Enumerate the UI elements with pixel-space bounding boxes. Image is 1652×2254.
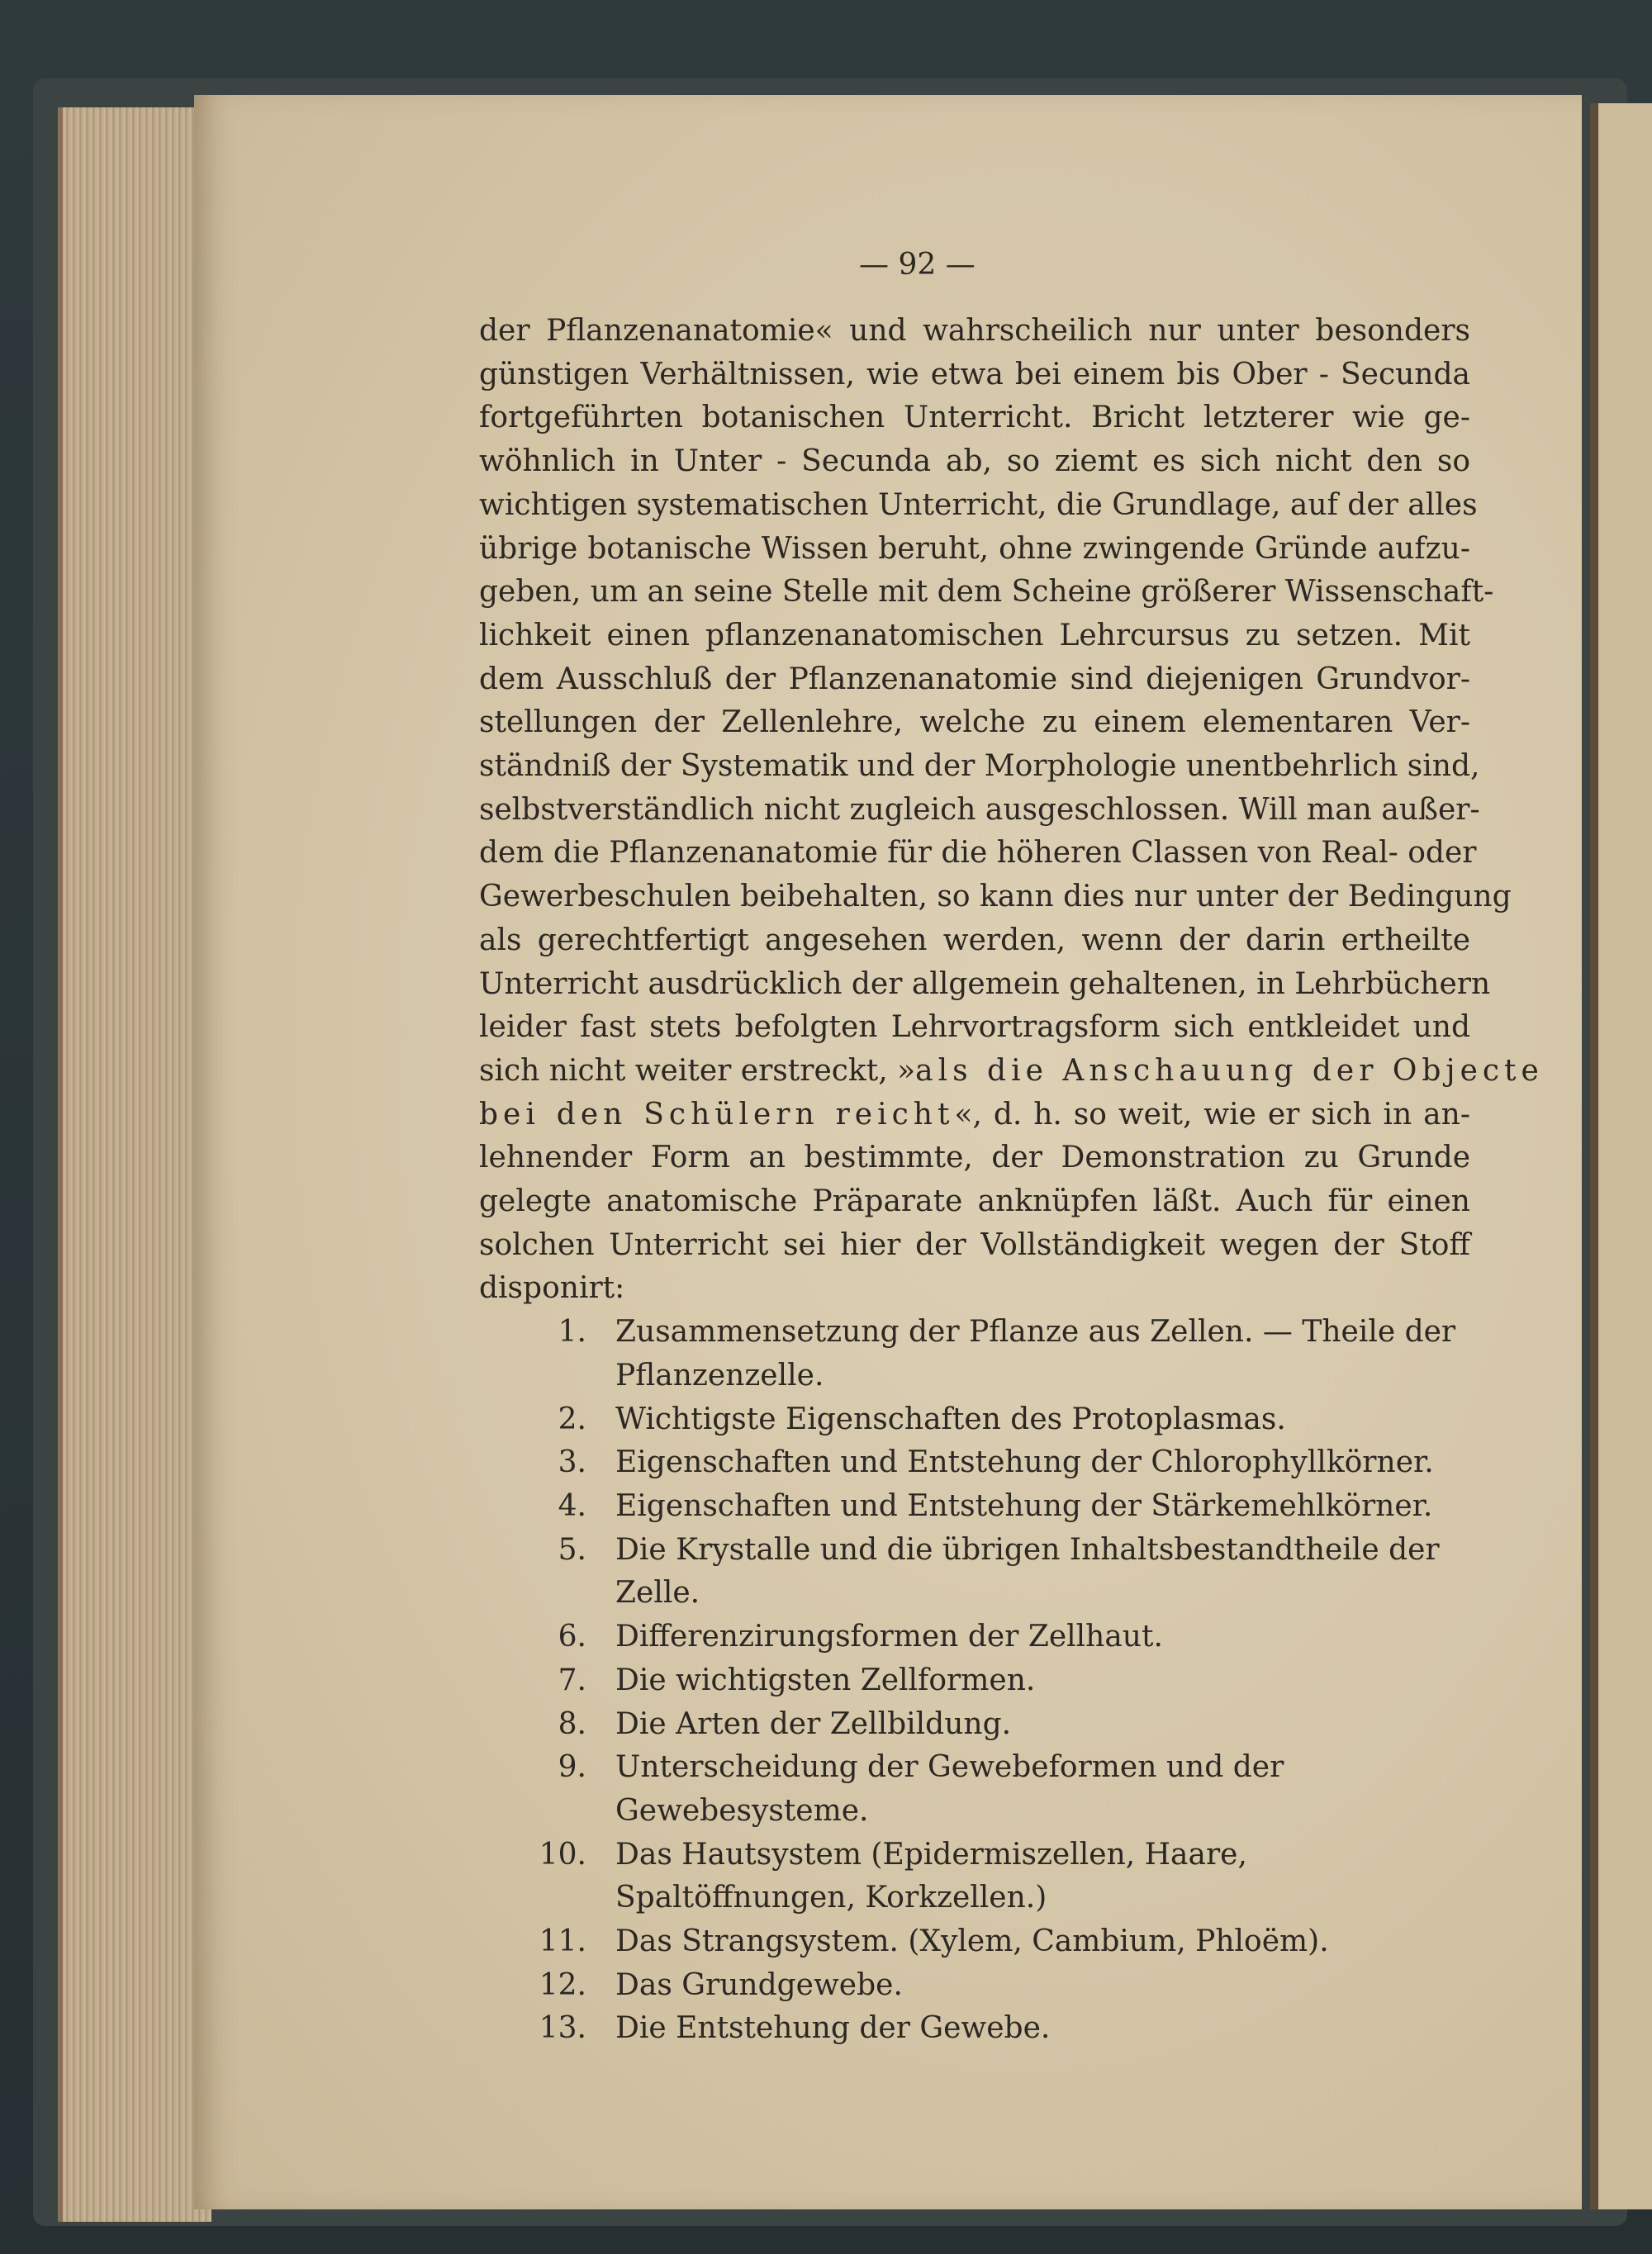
list-item xyxy=(479,1398,1470,1442)
item-text: Unterscheidung der Gewebeformen und der Gewebesysteme. xyxy=(615,1750,1284,1828)
text-line: selbstverständlich nicht zugleich ausgeschlossen. Will man außer- xyxy=(479,792,1480,827)
item-text: Zusammensetzung der Pflanze aus Zellen. — Theile der Pflanzenzelle. xyxy=(615,1315,1456,1393)
item-text: Die Arten der Zellbildung. xyxy=(615,1706,1012,1741)
text-fragment: «, d. h. so weit, wie er sich in an- xyxy=(954,1097,1470,1132)
item-number: 1. xyxy=(558,1315,586,1350)
item-number: 7. xyxy=(558,1663,586,1697)
item-number: 2. xyxy=(558,1402,586,1436)
item-number: 8. xyxy=(558,1706,586,1741)
text-line: ständniß der Systematik und der Morphologie unentbehrlich sind, xyxy=(479,749,1480,784)
text-line: gelegte anatomische Präparate anknüpfen läßt. Auch für einen xyxy=(479,1184,1470,1219)
item-number: 13. xyxy=(539,2011,586,2046)
text-line: als gerechtfertigt angesehen werden, wenn der darin ertheilte xyxy=(479,923,1470,957)
list-item xyxy=(479,1485,1470,1529)
topic-list xyxy=(479,1311,1470,2051)
text-line: wöhnlich in Unter - Secunda ab, so ziemt es sich nicht den so xyxy=(479,444,1470,479)
list-item xyxy=(479,1703,1470,1747)
item-number: 10. xyxy=(539,1837,586,1872)
text-line: dem Ausschluß der Pflanzenanatomie sind diejenigen Grundvor- xyxy=(479,662,1470,696)
list-item xyxy=(479,1964,1470,2008)
item-text: Das Strangsystem. (Xylem, Cambium, Phloëm). xyxy=(615,1924,1329,1959)
text-line: dem die Pflanzenanatomie für die höheren Classen von Real- oder xyxy=(479,836,1477,871)
item-text: Die wichtigsten Zellformen. xyxy=(615,1663,1036,1697)
list-item xyxy=(479,1529,1470,1616)
text-line: der Pflanzenanatomie« und wahrscheilich nur unter besonders xyxy=(479,314,1470,348)
list-item xyxy=(479,1311,1470,1397)
item-text: Die Krystalle und die übrigen Inhaltsbestandtheile der Zelle. xyxy=(615,1532,1440,1611)
list-item xyxy=(479,1441,1470,1485)
adjacent-page xyxy=(1590,103,1652,2209)
text-line: Gewerbeschulen beibehalten, so kann dies nur unter der Bedingung xyxy=(479,880,1512,914)
text-line: disponirt: xyxy=(479,1271,625,1306)
item-text: Eigenschaften und Entstehung der Stärkemehlkörner. xyxy=(615,1488,1433,1523)
item-number: 6. xyxy=(558,1620,586,1654)
text-line: lichkeit einen pflanzenanatomischen Lehrcursus zu setzen. Mit xyxy=(479,618,1470,652)
text-line: wichtigen systematischen Unterricht, die Grundlage, auf der alles xyxy=(479,487,1478,522)
page-number: — 92 — xyxy=(859,248,976,282)
text-line: stellungen der Zellenlehre, welche zu einem elementaren Ver- xyxy=(479,705,1470,740)
list-item xyxy=(479,2007,1470,2051)
text-line: fortgeführten botanischen Unterricht. Bricht letzterer wie ge- xyxy=(479,401,1470,435)
text-line: Unterricht ausdrücklich der allgemein gehaltenen, in Lehrbüchern xyxy=(479,966,1491,1001)
text-line: lehnender Form an bestimmte, der Demonstration zu Grunde xyxy=(479,1141,1470,1175)
item-number: 9. xyxy=(558,1750,586,1785)
item-text: Das Hautsystem (Epidermiszellen, Haare, Spaltöffnungen, Korkzellen.) xyxy=(615,1837,1247,1915)
list-item xyxy=(479,1659,1470,1703)
text-line xyxy=(479,1050,1544,1094)
item-number: 11. xyxy=(539,1924,586,1959)
text-line: leider fast stets befolgten Lehrvortragsform sich entkleidet und xyxy=(479,1010,1470,1045)
text-line: solchen Unterricht sei hier der Vollständigkeit wegen der Stoff xyxy=(479,1227,1470,1262)
text-line: günstigen Verhältnissen, wie etwa bei einem bis Ober - Secunda xyxy=(479,357,1470,391)
item-number: 5. xyxy=(558,1532,586,1567)
item-text: Die Entstehung der Gewebe. xyxy=(615,2011,1051,2046)
item-text: Eigenschaften und Entstehung der Chlorophyllkörner. xyxy=(615,1445,1434,1480)
text-line: übrige botanische Wissen beruht, ohne zwingende Gründe aufzu- xyxy=(479,531,1470,566)
body-text xyxy=(479,310,1544,2051)
list-item xyxy=(479,1746,1470,1833)
item-text: Differenzirungsformen der Zellhaut. xyxy=(615,1620,1163,1654)
paragraph xyxy=(479,310,1544,1311)
text-line: geben, um an seine Stelle mit dem Scheine größerer Wissenschaft- xyxy=(479,575,1494,610)
item-text: Das Grundgewebe. xyxy=(615,1967,903,2002)
page-edges xyxy=(58,107,211,2222)
item-number: 4. xyxy=(558,1488,586,1523)
list-item xyxy=(479,1616,1470,1659)
item-text: Wichtigste Eigenschaften des Protoplasmas. xyxy=(615,1402,1286,1436)
list-item xyxy=(479,1834,1470,1920)
item-number: 12. xyxy=(539,1967,586,2002)
list-item xyxy=(479,1920,1470,1964)
spaced-quotation: bei den Schülern reicht xyxy=(479,1097,955,1132)
text-fragment: sich nicht weiter erstreckt, » xyxy=(479,1053,916,1088)
text-line xyxy=(479,1094,1470,1137)
spaced-quotation: als die Anschauung der Objecte xyxy=(915,1053,1544,1088)
item-number: 3. xyxy=(558,1445,586,1480)
